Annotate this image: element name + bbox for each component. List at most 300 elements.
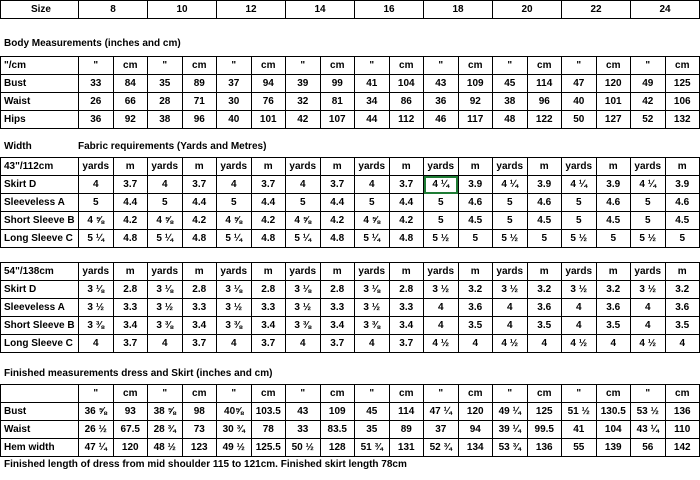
table-cell: 3.5 xyxy=(596,317,631,335)
table-cell: 3.3 xyxy=(182,299,217,317)
table-cell: 4 xyxy=(665,335,700,353)
table-cell: yards xyxy=(493,158,528,176)
table-cell: 104 xyxy=(389,75,424,93)
table-cell: 43 xyxy=(424,75,459,93)
table-cell: 127 xyxy=(596,111,631,129)
table-cell: 4.6 xyxy=(527,194,562,212)
fabric-requirements-title: Fabric requirements (Yards and Metres) xyxy=(78,141,267,152)
table-cell: 30 xyxy=(217,93,252,111)
table-cell: 38 ⅝ xyxy=(148,403,183,421)
unit-row xyxy=(1,57,700,75)
table-cell: 4.2 xyxy=(320,212,355,230)
table-cell: m xyxy=(458,263,493,281)
table-cell: 4 ½ xyxy=(424,335,459,353)
table-cell: " xyxy=(217,57,252,75)
table-cell: " xyxy=(562,57,597,75)
table-cell: cm xyxy=(458,57,493,75)
table-cell: " xyxy=(631,385,666,403)
table-cell: 76 xyxy=(251,93,286,111)
table-cell: 123 xyxy=(182,439,217,457)
row-label: Waist xyxy=(1,93,79,111)
table-cell: 3.7 xyxy=(182,335,217,353)
table-cell: 3.4 xyxy=(182,317,217,335)
table-cell: 3 ⅛ xyxy=(217,281,252,299)
table-row xyxy=(1,93,700,111)
table-cell: yards xyxy=(148,263,183,281)
table-cell: 96 xyxy=(182,111,217,129)
table-cell: " xyxy=(355,57,390,75)
table-cell: 36 ⅝ xyxy=(79,403,114,421)
table-cell: " xyxy=(355,385,390,403)
row-label: Waist xyxy=(1,421,79,439)
table-cell: 4 ¼ xyxy=(562,176,597,194)
row-label xyxy=(1,385,79,403)
table-cell: 5 ½ xyxy=(631,230,666,248)
body-measurements-title: Body Measurements (inches and cm) xyxy=(4,38,181,49)
table-cell: m xyxy=(389,263,424,281)
fabric-header-row xyxy=(1,158,700,176)
table-cell: " xyxy=(217,385,252,403)
table-cell: 32 xyxy=(286,93,321,111)
table-cell: 3.2 xyxy=(596,281,631,299)
table-cell: 101 xyxy=(596,93,631,111)
table-cell: 122 xyxy=(527,111,562,129)
table-cell: 35 xyxy=(148,75,183,93)
table-row xyxy=(1,212,700,230)
size-column-header: 22 xyxy=(562,1,631,19)
table-cell: 48 xyxy=(493,111,528,129)
row-label: "/cm xyxy=(1,57,79,75)
table-cell: 4.2 xyxy=(113,212,148,230)
finished-measurements-title: Finished measurements dress and Skirt (inches and cm) xyxy=(4,368,273,379)
table-cell: cm xyxy=(389,57,424,75)
table-cell: cm xyxy=(596,385,631,403)
table-cell: 117 xyxy=(458,111,493,129)
table-cell: 3.5 xyxy=(527,317,562,335)
table-cell: 5 xyxy=(79,194,114,212)
table-cell: 4 xyxy=(493,317,528,335)
table-cell: 3 ½ xyxy=(562,281,597,299)
table-cell: 3.4 xyxy=(320,317,355,335)
table-cell: 42 xyxy=(286,111,321,129)
table-cell: 4.4 xyxy=(389,194,424,212)
table-cell: 92 xyxy=(113,111,148,129)
table-cell: 103.5 xyxy=(251,403,286,421)
table-cell: 5 xyxy=(596,230,631,248)
table-cell: 5 ½ xyxy=(562,230,597,248)
table-cell: 35 xyxy=(355,421,390,439)
table-cell: 36 xyxy=(424,93,459,111)
table-cell: 4 xyxy=(355,176,390,194)
table-cell: 38 xyxy=(148,111,183,129)
table-cell: 5 xyxy=(493,212,528,230)
table-cell: 106 xyxy=(665,93,700,111)
table-row xyxy=(1,317,700,335)
table-cell: cm xyxy=(665,57,700,75)
table-cell: 4.2 xyxy=(389,212,424,230)
table-cell: 3 ⅜ xyxy=(148,317,183,335)
table-cell: 4.2 xyxy=(182,212,217,230)
table-cell: 5 ½ xyxy=(424,230,459,248)
table-cell: 4 ½ xyxy=(631,335,666,353)
size-column-header: 16 xyxy=(355,1,424,19)
table-cell: 5 ¼ xyxy=(355,230,390,248)
table-cell: 3 ½ xyxy=(631,281,666,299)
table-row xyxy=(1,281,700,299)
table-cell: 3.7 xyxy=(389,176,424,194)
table-cell: 136 xyxy=(665,403,700,421)
table-cell: 4 xyxy=(562,317,597,335)
table-cell: 49 ¼ xyxy=(493,403,528,421)
table-cell: 4 xyxy=(286,176,321,194)
table-cell: 3 ⅜ xyxy=(79,317,114,335)
table-cell: 53 ½ xyxy=(631,403,666,421)
table-cell: 104 xyxy=(596,421,631,439)
table-cell: 4.4 xyxy=(182,194,217,212)
table-row xyxy=(1,439,700,457)
table-cell: m xyxy=(320,263,355,281)
table-cell: 3.7 xyxy=(320,176,355,194)
table-cell: yards xyxy=(355,158,390,176)
table-cell: 3.2 xyxy=(527,281,562,299)
table-cell: 3 ½ xyxy=(148,299,183,317)
table-cell: 5 xyxy=(148,194,183,212)
table-cell: 37 xyxy=(217,75,252,93)
table-cell: m xyxy=(527,263,562,281)
table-cell: 142 xyxy=(665,439,700,457)
table-cell: 49 xyxy=(631,75,666,93)
table-cell: 4 ⅝ xyxy=(79,212,114,230)
table-cell: yards xyxy=(424,158,459,176)
size-header-table xyxy=(0,0,700,19)
table-cell: cm xyxy=(251,385,286,403)
table-cell: 39 ¼ xyxy=(493,421,528,439)
size-column-header: 8 xyxy=(79,1,148,19)
table-cell: 112 xyxy=(389,111,424,129)
table-cell: " xyxy=(148,57,183,75)
table-cell: 39 xyxy=(286,75,321,93)
table-cell: cm xyxy=(527,57,562,75)
finished-length-footnote: Finished length of dress from mid shoulder 115 to 121cm. Finished skirt length 78cm xyxy=(4,459,407,470)
size-row xyxy=(1,1,700,19)
table-cell: " xyxy=(79,385,114,403)
table-cell: 4.8 xyxy=(113,230,148,248)
table-cell: 93 xyxy=(113,403,148,421)
table-cell: m xyxy=(251,263,286,281)
table-cell: 4.5 xyxy=(527,212,562,230)
table-cell: 5 xyxy=(527,230,562,248)
table-cell: 114 xyxy=(527,75,562,93)
table-cell: 139 xyxy=(596,439,631,457)
table-cell: 3 ½ xyxy=(355,299,390,317)
table-cell: cm xyxy=(527,385,562,403)
table-cell: 3.7 xyxy=(182,176,217,194)
table-cell: 5 xyxy=(665,230,700,248)
table-cell: 47 xyxy=(562,75,597,93)
table-cell: 4 ⅝ xyxy=(148,212,183,230)
table-cell: 128 xyxy=(320,439,355,457)
table-cell: cm xyxy=(458,385,493,403)
table-cell: yards xyxy=(217,263,252,281)
table-cell: " xyxy=(424,57,459,75)
table-cell: 3.7 xyxy=(389,335,424,353)
size-column-header: 18 xyxy=(424,1,493,19)
row-label: Hem width xyxy=(1,439,79,457)
table-cell: yards xyxy=(286,263,321,281)
table-cell: 4 xyxy=(596,335,631,353)
table-cell: 3 ½ xyxy=(217,299,252,317)
table-cell: 4 ¼ xyxy=(424,176,459,194)
table-cell: 92 xyxy=(458,93,493,111)
table-cell: 3.7 xyxy=(251,335,286,353)
table-cell: m xyxy=(113,263,148,281)
table-cell: 43 ¼ xyxy=(631,421,666,439)
row-label: Skirt D xyxy=(1,281,79,299)
table-cell: 36 xyxy=(79,111,114,129)
table-cell: 99 xyxy=(320,75,355,93)
table-row xyxy=(1,335,700,353)
table-cell: 2.8 xyxy=(113,281,148,299)
table-cell: 3.3 xyxy=(113,299,148,317)
table-cell: 3.6 xyxy=(596,299,631,317)
table-cell: 3.9 xyxy=(527,176,562,194)
table-cell: 4 ¼ xyxy=(493,176,528,194)
table-cell: cm xyxy=(182,57,217,75)
table-cell: m xyxy=(665,263,700,281)
row-label: Short Sleeve B xyxy=(1,212,79,230)
table-cell: 41 xyxy=(355,75,390,93)
table-cell: " xyxy=(79,57,114,75)
table-cell: 94 xyxy=(251,75,286,93)
table-cell: 4 ⅝ xyxy=(355,212,390,230)
table-cell: 5 xyxy=(286,194,321,212)
row-label: Hips xyxy=(1,111,79,129)
table-cell: " xyxy=(148,385,183,403)
table-cell: 42 xyxy=(631,93,666,111)
table-cell: 44 xyxy=(355,111,390,129)
table-cell: 132 xyxy=(665,111,700,129)
table-cell: yards xyxy=(562,263,597,281)
table-cell: 66 xyxy=(113,93,148,111)
size-column-header: 10 xyxy=(148,1,217,19)
size-label: Size xyxy=(1,1,79,19)
row-label: 43"/112cm xyxy=(1,158,79,176)
table-cell: 81 xyxy=(320,93,355,111)
table-cell: 3 ⅜ xyxy=(286,317,321,335)
table-cell: 28 ¾ xyxy=(148,421,183,439)
table-cell: 83.5 xyxy=(320,421,355,439)
table-cell: " xyxy=(424,385,459,403)
table-cell: yards xyxy=(148,158,183,176)
table-cell: 4 xyxy=(458,335,493,353)
table-cell: 46 xyxy=(424,111,459,129)
unit-row xyxy=(1,385,700,403)
table-cell: 3.3 xyxy=(389,299,424,317)
table-cell: 3 ⅛ xyxy=(355,281,390,299)
table-cell: 110 xyxy=(665,421,700,439)
table-cell: 71 xyxy=(182,93,217,111)
table-cell: 40 xyxy=(217,111,252,129)
table-cell: 47 ¼ xyxy=(424,403,459,421)
table-cell: 4 xyxy=(217,176,252,194)
table-cell: 4 xyxy=(148,335,183,353)
table-cell: 125 xyxy=(665,75,700,93)
table-cell: cm xyxy=(113,385,148,403)
body-measurements-table xyxy=(0,56,700,129)
table-cell: 4 xyxy=(286,335,321,353)
table-cell: 114 xyxy=(389,403,424,421)
size-column-header: 12 xyxy=(217,1,286,19)
row-label: 54"/138cm xyxy=(1,263,79,281)
table-cell: 34 xyxy=(355,93,390,111)
table-cell: " xyxy=(562,385,597,403)
table-cell: 89 xyxy=(389,421,424,439)
table-cell: 94 xyxy=(458,421,493,439)
table-cell: 4.6 xyxy=(665,194,700,212)
size-column-header: 20 xyxy=(493,1,562,19)
table-cell: 99.5 xyxy=(527,421,562,439)
table-cell: 5 xyxy=(458,230,493,248)
table-cell: 107 xyxy=(320,111,355,129)
table-cell: 3.5 xyxy=(665,317,700,335)
table-cell: 4 xyxy=(631,317,666,335)
table-cell: 130.5 xyxy=(596,403,631,421)
width-label: Width xyxy=(4,141,32,152)
table-cell: 120 xyxy=(458,403,493,421)
table-cell: yards xyxy=(631,158,666,176)
table-cell: 45 xyxy=(493,75,528,93)
table-cell: 4.2 xyxy=(251,212,286,230)
table-cell: yards xyxy=(424,263,459,281)
table-cell: 41 xyxy=(562,421,597,439)
table-cell: 37 xyxy=(424,421,459,439)
table-row xyxy=(1,75,700,93)
table-cell: yards xyxy=(79,263,114,281)
table-cell: 4 xyxy=(79,335,114,353)
row-label: Bust xyxy=(1,403,79,421)
table-cell: 4 ⅝ xyxy=(286,212,321,230)
table-cell: 3.4 xyxy=(389,317,424,335)
size-column-header: 14 xyxy=(286,1,355,19)
table-cell: 47 ¼ xyxy=(79,439,114,457)
table-cell: yards xyxy=(217,158,252,176)
fabric-table-54in xyxy=(0,262,700,353)
table-cell: 3 ⅛ xyxy=(286,281,321,299)
table-cell: 5 xyxy=(631,194,666,212)
table-cell: 26 xyxy=(79,93,114,111)
table-cell: 120 xyxy=(596,75,631,93)
finished-measurements-table xyxy=(0,384,700,457)
table-cell: 30 ¾ xyxy=(217,421,252,439)
table-cell: 55 xyxy=(562,439,597,457)
table-cell: 5 xyxy=(355,194,390,212)
row-label: Sleeveless A xyxy=(1,194,79,212)
table-cell: 3.9 xyxy=(458,176,493,194)
table-cell: 5 xyxy=(217,194,252,212)
table-cell: 4.5 xyxy=(458,212,493,230)
table-cell: 120 xyxy=(113,439,148,457)
table-cell: 4 xyxy=(79,176,114,194)
table-cell: m xyxy=(320,158,355,176)
table-cell: 86 xyxy=(389,93,424,111)
table-cell: 3 ⅜ xyxy=(355,317,390,335)
row-label: Sleeveless A xyxy=(1,299,79,317)
table-cell: " xyxy=(493,385,528,403)
table-cell: m xyxy=(182,158,217,176)
table-cell: cm xyxy=(113,57,148,75)
table-cell: 3.7 xyxy=(320,335,355,353)
table-cell: 109 xyxy=(458,75,493,93)
table-cell: 33 xyxy=(79,75,114,93)
table-cell: 4 xyxy=(424,317,459,335)
table-cell: cm xyxy=(182,385,217,403)
table-cell: 4 xyxy=(562,299,597,317)
table-cell: 73 xyxy=(182,421,217,439)
table-cell: 4 xyxy=(355,335,390,353)
table-cell: 4 xyxy=(493,299,528,317)
table-cell: 3 ½ xyxy=(79,299,114,317)
table-cell: yards xyxy=(493,263,528,281)
table-cell: 5 ¼ xyxy=(79,230,114,248)
table-cell: 98 xyxy=(182,403,217,421)
table-cell: 4.4 xyxy=(113,194,148,212)
table-cell: 4 xyxy=(631,299,666,317)
table-cell: m xyxy=(596,158,631,176)
table-cell: 51 ¾ xyxy=(355,439,390,457)
table-cell: 4.8 xyxy=(389,230,424,248)
table-cell: cm xyxy=(596,57,631,75)
table-cell: 3.7 xyxy=(251,176,286,194)
table-cell: 2.8 xyxy=(320,281,355,299)
table-cell: " xyxy=(631,57,666,75)
table-cell: 96 xyxy=(527,93,562,111)
table-cell: 134 xyxy=(458,439,493,457)
table-cell: m xyxy=(527,158,562,176)
table-cell: m xyxy=(251,158,286,176)
table-cell: m xyxy=(596,263,631,281)
table-cell: 3 ⅛ xyxy=(148,281,183,299)
table-cell: 3.6 xyxy=(665,299,700,317)
table-cell: 45 xyxy=(355,403,390,421)
table-cell: 4.8 xyxy=(251,230,286,248)
table-cell: m xyxy=(665,158,700,176)
table-cell: 3.4 xyxy=(113,317,148,335)
table-cell: 40⅝ xyxy=(217,403,252,421)
size-column-header: 24 xyxy=(631,1,700,19)
table-cell: 78 xyxy=(251,421,286,439)
table-cell: 5 ¼ xyxy=(217,230,252,248)
table-cell: cm xyxy=(389,385,424,403)
table-cell: 33 xyxy=(286,421,321,439)
table-cell: 3.7 xyxy=(113,335,148,353)
row-label: Long Sleeve C xyxy=(1,335,79,353)
table-row xyxy=(1,194,700,212)
table-cell: 26 ½ xyxy=(79,421,114,439)
table-cell: 4 xyxy=(527,335,562,353)
table-cell: 5 ¼ xyxy=(148,230,183,248)
table-row xyxy=(1,421,700,439)
table-cell: 4 ⅝ xyxy=(217,212,252,230)
table-cell: 5 xyxy=(424,212,459,230)
table-cell: 50 ½ xyxy=(286,439,321,457)
table-cell: 3 ½ xyxy=(424,281,459,299)
table-cell: 43 xyxy=(286,403,321,421)
table-cell: 2.8 xyxy=(389,281,424,299)
table-cell: yards xyxy=(631,263,666,281)
table-cell: 3.3 xyxy=(251,299,286,317)
table-cell: 3.7 xyxy=(113,176,148,194)
table-cell: m xyxy=(113,158,148,176)
